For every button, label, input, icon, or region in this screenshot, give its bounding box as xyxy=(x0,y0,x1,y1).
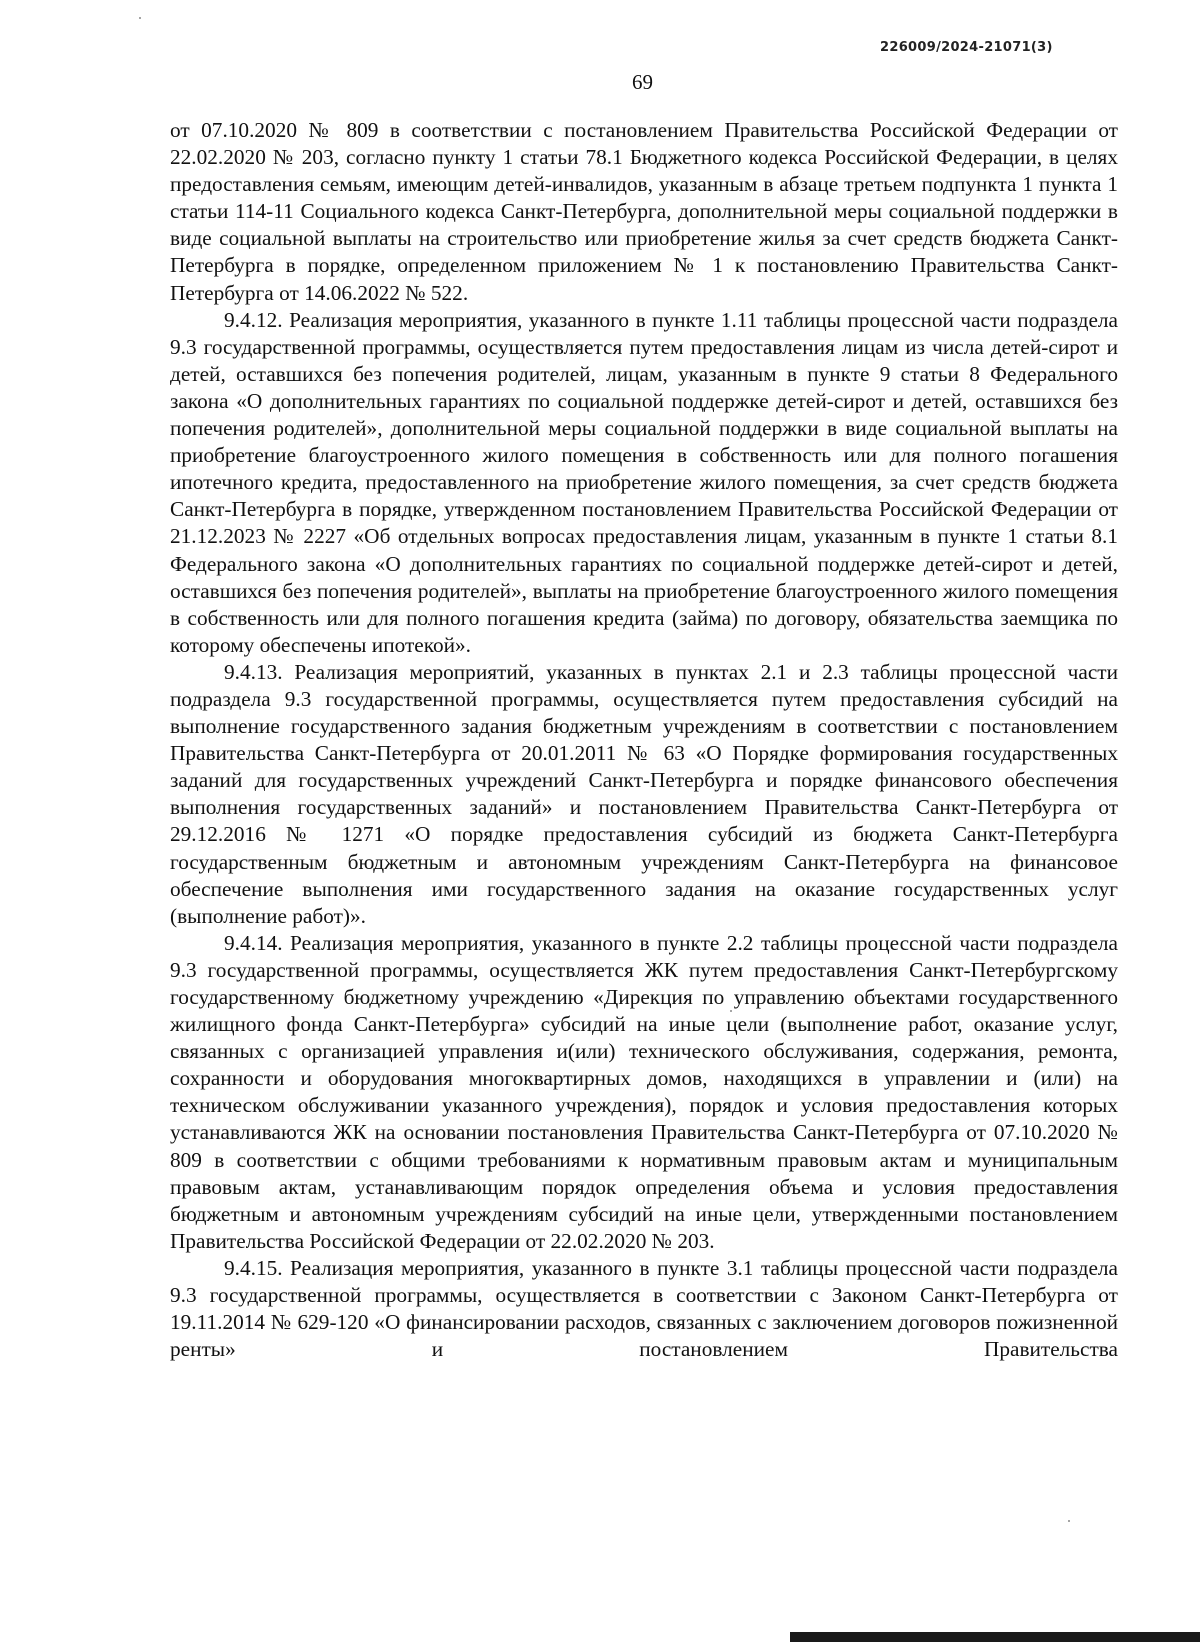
paragraph-9-4-15: 9.4.15. Реализация мероприятия, указанного в пункте 3.1 таблицы процессной части подраздела 9.3 государственной программы, осуществляется в соответствии с Законом Санкт-Петербурга от 19.11.2014 № 629-120 «О финансировании расходов, связанных с заключением договоров пожизненной ренты» и постановлением Правительства xyxy=(170,1255,1118,1362)
scan-speck xyxy=(730,1010,732,1012)
document-id: 226009/2024-21071(3) xyxy=(880,40,1053,55)
paragraph-9-4-12: 9.4.12. Реализация мероприятия, указанного в пункте 1.11 таблицы процессной части подраздела 9.3 государственной программы, осуществляется путем предоставления лицам из числа детей-сирот и детей, оставшихся без попечения родителей, лицам, указанным в пункте 9 статьи 8 Федерального закона «О дополнительных гарантиях по социальной поддержке детей-сирот и детей, оставшихся без попечения родителей», дополнительной меры социальной поддержки в виде социальной выплаты на приобретение благоустроенного жилого помещения в собственность или для полного погашения ипотечного кредита, предоставленного на приобретение жилого помещения, за счет средств бюджета Санкт-Петербурга в порядке, утвержденном постановлением Правительства Российской Федерации от 21.12.2023 № 2227 «Об отдельных вопросах предоставления лицам, указанным в пункте 1 статьи 8.1 Федерального закона «О дополнительных гарантиях по социальной поддержке детей-сирот и детей, оставшихся без попечения родителей», выплаты на приобретение благоустроенного жилого помещения в собственность или для полного погашения кредита (займа) по договору, обязательства заемщика по которому обеспечены ипотекой». xyxy=(170,307,1118,657)
scan-speck xyxy=(1068,1520,1070,1522)
paragraph-9-4-14: 9.4.14. Реализация мероприятия, указанного в пункте 2.2 таблицы процессной части подраздела 9.3 государственной программы, осуществляется ЖК путем предоставления Санкт-Петербургскому государственному бюджетному учреждению «Дирекция по управлению объектами государственного жилищного фонда Санкт-Петербурга» субсидий на иные цели (выполнение работ, оказание услуг, связанных с организацией управления и(или) технического обслуживания, содержания, ремонта, сохранности и оборудования многоквартирных домов, находящихся в управлении и (или) на техническом обслуживании указанного учреждения), порядок и условия предоставления которых устанавливаются ЖК на основании постановления Правительства Санкт-Петербурга от 07.10.2020 № 809 в соответствии с общими требованиями к нормативным правовым актам и муниципальным правовым актам, устанавливающим порядок определения объема и условия предоставления бюджетным и автономным учреждениям субсидий на иные цели, утвержденными постановлением Правительства Российской Федерации от 22.02.2020 № 203. xyxy=(170,930,1118,1253)
document-body xyxy=(170,117,1118,1363)
scan-edge-bar xyxy=(790,1632,1200,1642)
scan-speck xyxy=(139,17,141,19)
paragraph-9-4-13: 9.4.13. Реализация мероприятий, указанных в пунктах 2.1 и 2.3 таблицы процессной части подраздела 9.3 государственной программы, осуществляется путем предоставления субсидий на выполнение государственного задания бюджетным учреждениям в соответствии с постановлением Правительства Санкт-Петербурга от 20.01.2011 № 63 «О Порядке формирования государственных заданий для государственных учреждений Санкт-Петербурга и порядке финансового обеспечения выполнения государственных заданий» и постановлением Правительства Санкт-Петербурга от 29.12.2016 № 1271 «О порядке предоставления субсидий из бюджета Санкт-Петербурга государственным бюджетным и автономным учреждениям Санкт-Петербурга на финансовое обеспечение выполнения ими государственного задания на оказание государственных услуг (выполнение работ)». xyxy=(170,659,1118,928)
paragraph-continuation: от 07.10.2020 № 809 в соответствии с постановлением Правительства Российской Федерации от 22.02.2020 № 203, согласно пункту 1 статьи 78.1 Бюджетного кодекса Российской Федерации, в целях предоставления семьям, имеющим детей-инвалидов, указанным в абзаце третьем подпункта 1 пункта 1 статьи 114-11 Социального кодекса Санкт-Петербурга, дополнительной меры социальной поддержки в виде социальной выплаты на строительство или приобретение жилья за счет средств бюджета Санкт-Петербурга в порядке, определенном приложением № 1 к постановлению Правительства Санкт-Петербурга от 14.06.2022 № 522. xyxy=(170,118,1118,305)
page-number: 69 xyxy=(632,70,653,94)
